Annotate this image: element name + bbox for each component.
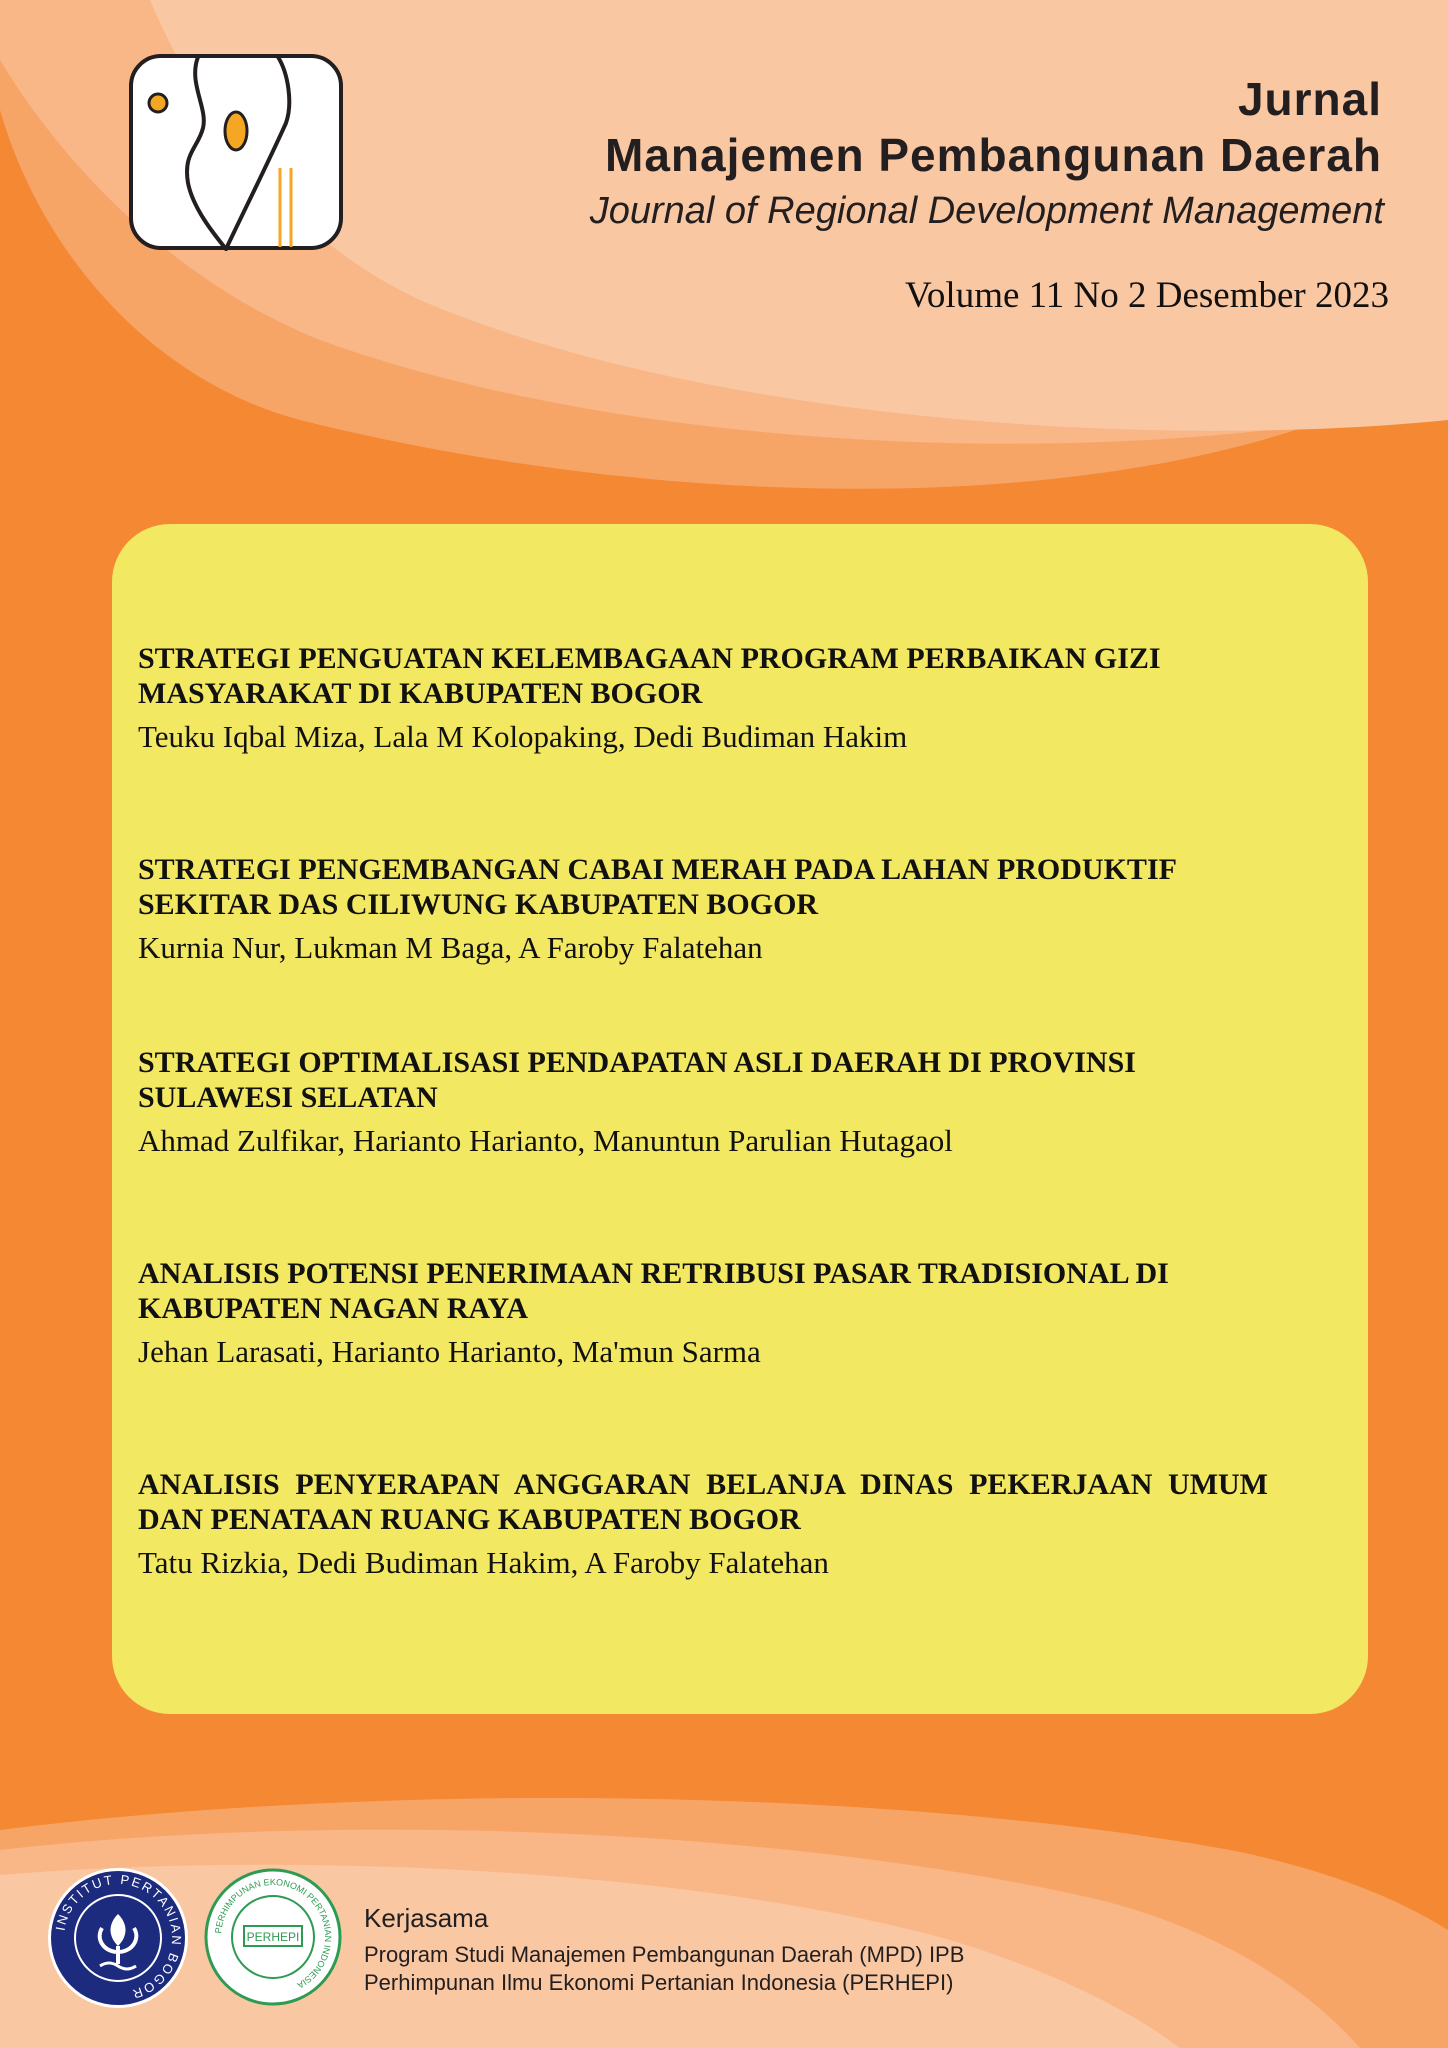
article-title: STRATEGI OPTIMALISASI PENDAPATAN ASLI DAERAH DI PROVINSI SULAWESI SELATAN bbox=[138, 1046, 1136, 1114]
journal-logo bbox=[128, 53, 344, 251]
article-authors: Teuku Iqbal Miza, Lala M Kolopaking, Dedi Budiman Hakim bbox=[138, 719, 908, 754]
article-authors: Jehan Larasati, Harianto Harianto, Ma'mun Sarma bbox=[138, 1334, 761, 1369]
perhepi-logo bbox=[204, 1866, 342, 2008]
article-item bbox=[138, 852, 1268, 966]
partner-mpd-ipb: Program Studi Manajemen Pembangunan Daerah (MPD) IPB bbox=[364, 1942, 965, 1967]
journal-title-line2: Manajemen Pembangunan Daerah bbox=[605, 129, 1382, 181]
article-authors: Ahmad Zulfikar, Harianto Harianto, Manuntun Parulian Hutagaol bbox=[138, 1123, 953, 1158]
volume-info: Volume 11 No 2 Desember 2023 bbox=[904, 275, 1389, 316]
article-authors: Kurnia Nur, Lukman M Baga, A Faroby Falatehan bbox=[138, 930, 763, 965]
article-item bbox=[138, 641, 1268, 755]
journal-subtitle: Journal of Regional Development Management bbox=[589, 190, 1384, 232]
ipb-logo bbox=[46, 1866, 190, 2010]
partner-perhepi: Perhimpunan Ilmu Ekonomi Pertanian Indonesia (PERHEPI) bbox=[364, 1970, 954, 1995]
article-item bbox=[138, 1045, 1268, 1159]
journal-title-line1: Jurnal bbox=[1237, 73, 1382, 125]
article-authors: Tatu Rizkia, Dedi Budiman Hakim, A Faroby Falatehan bbox=[138, 1545, 829, 1580]
article-title: ANALISIS PENYERAPAN ANGGARAN BELANJA DINAS PEKERJAAN UMUM DAN PENATAAN RUANG KABUPATEN BOGOR bbox=[138, 1468, 1268, 1536]
ipb-ring-text: INSTITUT PERTANIAN BOGOR bbox=[52, 1871, 185, 2003]
article-title: STRATEGI PENGUATAN KELEMBAGAAN PROGRAM PERBAIKAN GIZI MASYARAKAT DI KABUPATEN BOGOR bbox=[138, 642, 1161, 710]
article-title: ANALISIS POTENSI PENERIMAAN RETRIBUSI PASAR TRADISIONAL DI KABUPATEN NAGAN RAYA bbox=[138, 1257, 1169, 1325]
perhepi-ring-text: PERHIMPUNAN EKONOMI PERTANIAN INDONESIA bbox=[213, 1876, 334, 1991]
kerjasama-label: Kerjasama bbox=[364, 1903, 489, 1933]
article-title: STRATEGI PENGEMBANGAN CABAI MERAH PADA LAHAN PRODUKTIF SEKITAR DAS CILIWUNG KABUPATEN BOGOR bbox=[138, 853, 1176, 921]
perhepi-center-text: PERHEPI bbox=[246, 1930, 300, 1944]
article-item bbox=[138, 1467, 1268, 1581]
article-item bbox=[138, 1256, 1268, 1370]
